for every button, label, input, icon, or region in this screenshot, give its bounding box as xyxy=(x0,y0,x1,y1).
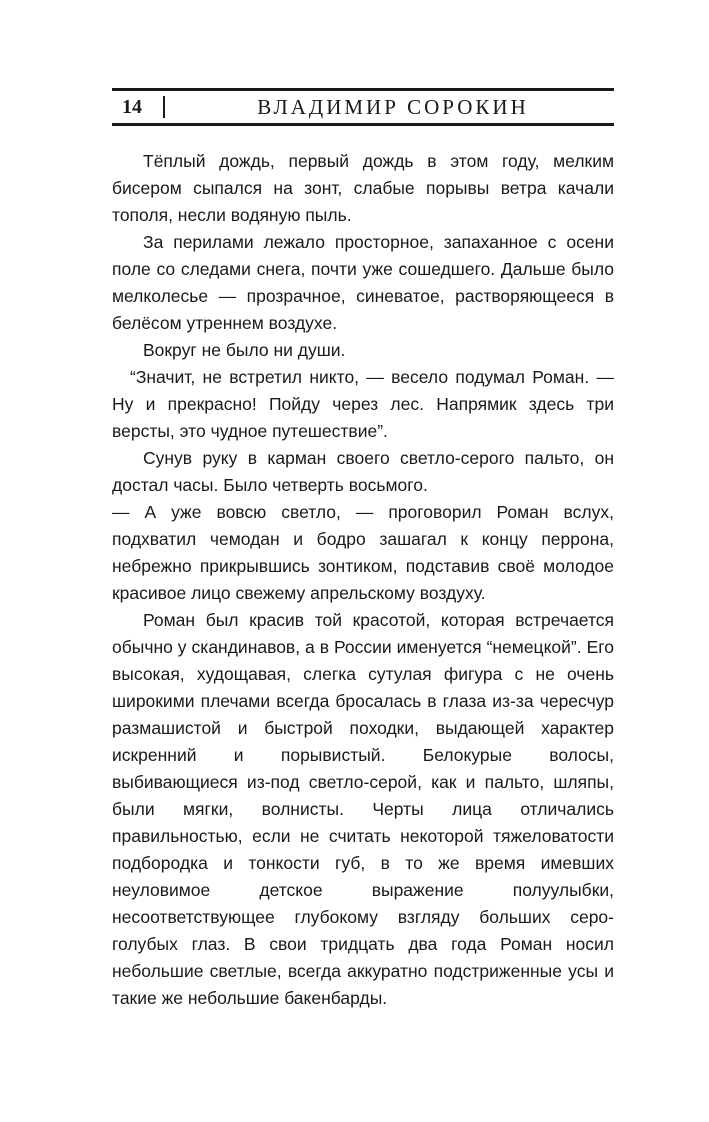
paragraph: “Значит, не встретил никто, — весело подумал Роман. — Ну и прекрасно! Пойду через лес. Напрямик здесь три версты, это чудное путешествие”. xyxy=(112,367,614,441)
header-top-rule xyxy=(112,88,614,91)
paragraph: Вокруг не было ни души. xyxy=(143,340,346,360)
header-separator xyxy=(163,96,165,118)
paragraph: Тёплый дождь, первый дождь в этом году, мелким бисером сыпался на зонт, слабые порывы ветра качали тополя, несли водяную пыль. xyxy=(112,151,614,225)
page-number: 14 xyxy=(122,96,142,118)
paragraph: За перилами лежало просторное, запаханное с осени поле со следами снега, почти уже сошедшего. Дальше было мелколесье — прозрачное, синеватое, растворяющееся в белёсом утреннем воздухе. xyxy=(112,232,614,333)
author-name: ВЛАДИМИР СОРОКИН xyxy=(257,95,529,119)
header-bottom-rule xyxy=(112,123,614,126)
paragraph: Роман был красив той красотой, которая встречается обычно у скандинавов, а в России именуется “немецкой”. Его высокая, худощавая, слегка сутулая фигура с не очень широкими плечами всегда бросалась в глаза из-за чересчур размашистой и быстрой походки, выдающей характер искренний и порывистый. Белокурые волосы, выбивающиеся из-под светло-серой, как и пальто, шляпы, были мягки, волнисты. Черты лица отличались правильностью, если не считать некоторой тяжеловатости подбородка и тонкости губ, в то же время имевших неуловимое детское выражение полуулыбки, несоответствующее глубокому взгляду больших серо-голубых глаз. В свои тридцать два года Роман носил небольшие светлые, всегда аккуратно подстриженные усы и такие же небольшие бакенбарды. xyxy=(112,610,614,1008)
body-text xyxy=(112,148,614,1012)
paragraph: Сунув руку в карман своего светло-серого пальто, он достал часы. Было четверть восьмого. xyxy=(112,448,614,495)
running-header xyxy=(112,88,614,126)
paragraph: — А уже вовсю светло, — проговорил Роман вслух, подхватил чемодан и бодро зашагал к концу перрона, небрежно прикрывшись зонтиком, подставив своё молодое красивое лицо свежему апрельскому воздуху. xyxy=(112,502,614,603)
